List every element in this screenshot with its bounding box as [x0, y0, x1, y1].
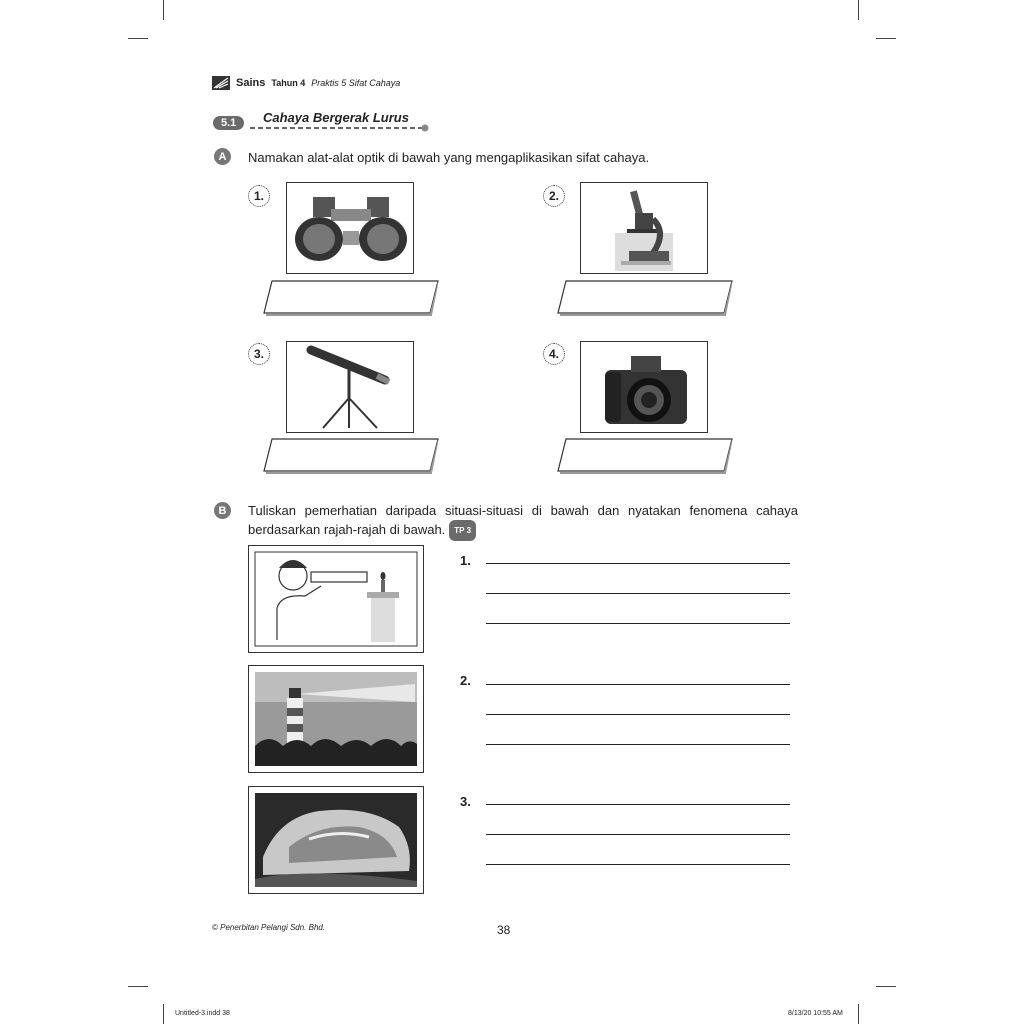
item-number: 1. [460, 553, 471, 568]
slug-right: 8/13/20 10:55 AM [788, 1010, 843, 1017]
publisher-logo-icon [212, 76, 230, 90]
section-heading [213, 113, 244, 131]
telescope-icon [287, 342, 413, 432]
crop-mark [858, 1004, 859, 1024]
page-header [212, 76, 400, 90]
item-number: 1. [248, 185, 270, 207]
part-b-instruction [248, 501, 798, 541]
item-number: 3. [248, 343, 270, 365]
section-number-badge: 5.1 [213, 116, 244, 130]
part-b-instruction-line2 [248, 520, 798, 541]
answer-line[interactable] [486, 593, 790, 594]
part-b-instruction-text2: berdasarkan rajah-rajah di bawah. [248, 522, 446, 537]
header-year: Tahun 4 [271, 78, 306, 88]
header-practice: Praktis 5 Sifat Cahaya [311, 78, 401, 88]
item-number: 4. [543, 343, 565, 365]
lighthouse-icon [249, 666, 423, 772]
answer-box-4[interactable] [556, 437, 734, 475]
cave-icon [249, 787, 423, 893]
crop-mark [163, 1004, 164, 1024]
microscope-image [580, 182, 708, 274]
crop-mark [876, 38, 896, 39]
item-number: 2. [460, 673, 471, 688]
answer-line[interactable] [486, 744, 790, 745]
microscope-icon [581, 183, 707, 273]
part-a-marker: A [214, 148, 231, 165]
crop-mark [876, 986, 896, 987]
answer-box-2[interactable] [556, 279, 734, 317]
answer-line[interactable] [486, 623, 790, 624]
crop-mark [858, 0, 859, 20]
camera-icon [581, 342, 707, 432]
crop-mark [128, 986, 148, 987]
crop-mark [128, 38, 148, 39]
header-subject: Sains [236, 77, 266, 89]
situation-image-3 [248, 786, 424, 894]
answer-line[interactable] [486, 864, 790, 865]
camera-image [580, 341, 708, 433]
part-b-marker: B [214, 502, 231, 519]
answer-box-3[interactable] [262, 437, 440, 475]
telescope-image [286, 341, 414, 433]
page-number: 38 [497, 923, 511, 937]
answer-line[interactable] [486, 563, 790, 564]
slug-left: Untitled-3.indd 38 [175, 1010, 230, 1017]
section-title: Cahaya Bergerak Lurus [263, 110, 409, 125]
item-number: 2. [543, 185, 565, 207]
situation-image-1 [248, 545, 424, 653]
binoculars-image [286, 182, 414, 274]
part-b-instruction-line1: Tuliskan pemerhatian daripada situasi-situasi di bawah dan nyatakan fenomena cahaya [248, 503, 798, 518]
answer-box-1[interactable] [262, 279, 440, 317]
section-underline [250, 124, 430, 132]
part-a-instruction: Namakan alat-alat optik di bawah yang mengaplikasikan sifat cahaya. [248, 150, 650, 165]
item-number: 3. [460, 794, 471, 809]
copyright: © Penerbitan Pelangi Sdn. Bhd. [212, 923, 326, 932]
situation-image-2 [248, 665, 424, 773]
answer-line[interactable] [486, 834, 790, 835]
answer-line[interactable] [486, 714, 790, 715]
crop-mark [163, 0, 164, 20]
binoculars-icon [287, 183, 413, 273]
tp-badge: TP 3 [449, 520, 476, 541]
answer-line[interactable] [486, 684, 790, 685]
answer-line[interactable] [486, 804, 790, 805]
boy-tube-candle-icon [249, 546, 423, 652]
